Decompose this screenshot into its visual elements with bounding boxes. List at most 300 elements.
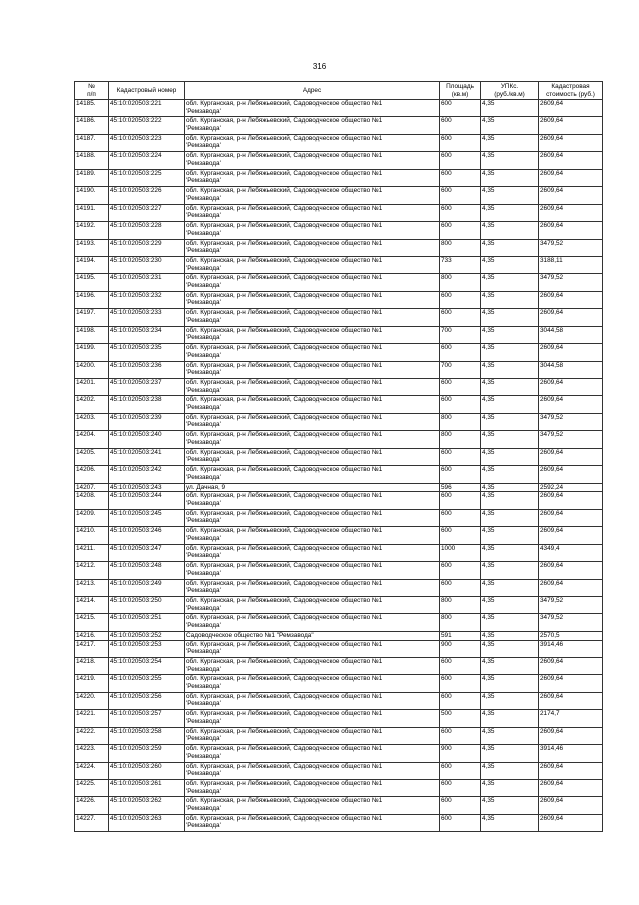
cell-area: 500: [440, 710, 481, 727]
cell-area: 600: [440, 692, 481, 709]
cell-cost: 2609,64: [539, 797, 603, 814]
cell-cost: 2609,64: [539, 379, 603, 396]
cell-area: 900: [440, 640, 481, 657]
cell-cost: 2609,64: [539, 152, 603, 169]
cell-cost: 2609,64: [539, 527, 603, 544]
cell-number: 14194.: [75, 256, 109, 273]
cell-address: [185, 187, 440, 204]
address-line-1: обл. Курганская, р-н Лебяжьевский, Садоводческое общество №1: [186, 169, 383, 177]
cell-cost: 2609,64: [539, 396, 603, 413]
table-header-row: [75, 82, 603, 100]
cell-address: [185, 562, 440, 579]
cell-cadastral: 45:10:020503:253: [109, 640, 185, 657]
cell-upks: 4,35: [481, 579, 539, 596]
table-row: [75, 187, 603, 204]
cell-number: 14213.: [75, 579, 109, 596]
cell-address: [185, 448, 440, 465]
cell-cadastral: 45:10:020503:241: [109, 448, 185, 465]
cell-upks: 4,35: [481, 326, 539, 343]
cell-cadastral: 45:10:020503:232: [109, 291, 185, 308]
cell-area: 591: [440, 631, 481, 640]
table-row: [75, 239, 603, 256]
cell-number: 14201.: [75, 379, 109, 396]
address-line-2: 'Ремзавода': [186, 125, 221, 133]
cell-area: 600: [440, 579, 481, 596]
cell-number: 14196.: [75, 291, 109, 308]
cell-cost: 2174,7: [539, 710, 603, 727]
cell-cost: 3479,52: [539, 596, 603, 613]
cell-upks: 4,35: [481, 614, 539, 631]
address-line-2: 'Ремзавода': [186, 299, 221, 307]
cell-area: 600: [440, 780, 481, 797]
table-body: [75, 100, 603, 832]
address-line-2: 'Ремзавода': [186, 587, 221, 595]
table-row: [75, 152, 603, 169]
table-row: [75, 745, 603, 762]
header-cadastral-label: Кадастровый номер: [116, 86, 177, 94]
header-number: [75, 82, 109, 100]
cell-upks: 4,35: [481, 431, 539, 448]
cell-upks: 4,35: [481, 379, 539, 396]
cell-cadastral: 45:10:020503:222: [109, 117, 185, 134]
header-area-line2: (кв.м): [451, 90, 469, 98]
header-area: [440, 82, 481, 100]
cell-number: 14207.: [75, 483, 109, 492]
address-line-2: 'Ремзавода': [186, 404, 221, 412]
cell-address: [185, 204, 440, 221]
address-line-1: обл. Курганская, р-н Лебяжьевский, Садоводческое общество №1: [186, 239, 383, 247]
table-row: [75, 413, 603, 430]
cell-number: 14187.: [75, 134, 109, 151]
cell-cadastral: 45:10:020503:250: [109, 596, 185, 613]
cell-address: [185, 239, 440, 256]
cell-upks: 4,35: [481, 631, 539, 640]
cell-cost: 2609,64: [539, 100, 603, 117]
cell-number: 14185.: [75, 100, 109, 117]
cell-address: [185, 413, 440, 430]
cell-address: [185, 527, 440, 544]
cell-number: 14188.: [75, 152, 109, 169]
cell-number: 14186.: [75, 117, 109, 134]
cell-area: 600: [440, 466, 481, 483]
cell-upks: 4,35: [481, 274, 539, 291]
table-row: [75, 692, 603, 709]
address-line-1: обл. Курганская, р-н Лебяжьевский, Садоводческое общество №1: [186, 797, 383, 805]
table-row: [75, 483, 603, 492]
address-line-1: обл. Курганская, р-н Лебяжьевский, Садоводческое общество №1: [186, 256, 383, 264]
cell-cost: 2609,64: [539, 727, 603, 744]
cell-upks: 4,35: [481, 222, 539, 239]
cell-upks: 4,35: [481, 413, 539, 430]
cell-upks: 4,35: [481, 152, 539, 169]
cell-upks: 4,35: [481, 466, 539, 483]
cell-upks: 4,35: [481, 309, 539, 326]
cell-cadastral: 45:10:020503:246: [109, 527, 185, 544]
cell-address: [185, 344, 440, 361]
cell-area: 600: [440, 187, 481, 204]
address-line-1: обл. Курганская, р-н Лебяжьевский, Садоводческое общество №1: [186, 614, 383, 622]
address-line-2: 'Ремзавода': [186, 682, 221, 690]
cell-area: 600: [440, 797, 481, 814]
cell-address: [185, 579, 440, 596]
header-number-line2: п/п: [87, 90, 96, 98]
address-line-1: обл. Курганская, р-н Лебяжьевский, Садоводческое общество №1: [186, 326, 383, 334]
table-row: [75, 379, 603, 396]
cell-address: [185, 483, 440, 492]
cell-upks: 4,35: [481, 780, 539, 797]
table-row: [75, 710, 603, 727]
cell-cadastral: 45:10:020503:243: [109, 483, 185, 492]
cell-area: 600: [440, 657, 481, 674]
cell-cadastral: 45:10:020503:263: [109, 814, 185, 831]
cell-cost: 3479,52: [539, 274, 603, 291]
cell-address: [185, 797, 440, 814]
address-line-1: обл. Курганская, р-н Лебяжьевский, Садоводческое общество №1: [186, 640, 383, 648]
address-line-2: 'Ремзавода': [186, 569, 221, 577]
cell-upks: 4,35: [481, 814, 539, 831]
cell-upks: 4,35: [481, 727, 539, 744]
cell-area: 600: [440, 309, 481, 326]
cell-cost: 3914,46: [539, 640, 603, 657]
cell-cadastral: 45:10:020503:252: [109, 631, 185, 640]
cell-address: [185, 710, 440, 727]
cell-area: 800: [440, 413, 481, 430]
cell-area: 600: [440, 100, 481, 117]
cell-number: 14202.: [75, 396, 109, 413]
cell-number: 14195.: [75, 274, 109, 291]
table-row: [75, 222, 603, 239]
cell-cadastral: 45:10:020503:234: [109, 326, 185, 343]
cell-number: 14208.: [75, 492, 109, 509]
header-address: [185, 82, 440, 100]
header-upks-line1: УПКс.: [500, 82, 519, 90]
cell-area: 600: [440, 562, 481, 579]
header-cost-line2: стоимость (руб.): [546, 90, 595, 98]
cell-number: 14192.: [75, 222, 109, 239]
cell-cadastral: 45:10:020503:226: [109, 187, 185, 204]
table-row: [75, 466, 603, 483]
cell-number: 14211.: [75, 544, 109, 561]
address-line-1: обл. Курганская, р-н Лебяжьевский, Садоводческое общество №1: [186, 692, 383, 700]
table-row: [75, 274, 603, 291]
cell-upks: 4,35: [481, 100, 539, 117]
header-upks: [481, 82, 539, 100]
address-line-2: 'Ремзавода': [186, 604, 221, 612]
cell-address: [185, 745, 440, 762]
cell-number: 14204.: [75, 431, 109, 448]
address-line-2: 'Ремзавода': [186, 351, 221, 359]
cell-cadastral: 45:10:020503:258: [109, 727, 185, 744]
address-line-2: 'Ремзавода': [186, 735, 221, 743]
table-row: [75, 657, 603, 674]
table-row: [75, 675, 603, 692]
header-number-line1: №: [88, 82, 95, 90]
address-line-1: обл. Курганская, р-н Лебяжьевский, Садоводческое общество №1: [186, 466, 383, 474]
cell-cost: 2592,24: [539, 483, 603, 492]
cell-number: 14190.: [75, 187, 109, 204]
address-line-2: 'Ремзавода': [186, 805, 221, 813]
cell-number: 14227.: [75, 814, 109, 831]
cell-cost: 2609,64: [539, 762, 603, 779]
cell-cadastral: 45:10:020503:233: [109, 309, 185, 326]
address-line-2: 'Ремзавода': [186, 438, 221, 446]
cell-address: [185, 692, 440, 709]
cell-upks: 4,35: [481, 448, 539, 465]
cell-address: [185, 466, 440, 483]
cell-address: [185, 631, 440, 640]
cell-number: 14226.: [75, 797, 109, 814]
table-row: [75, 204, 603, 221]
cell-upks: 4,35: [481, 396, 539, 413]
address-line-2: 'Ремзавода': [186, 473, 221, 481]
cell-number: 14223.: [75, 745, 109, 762]
address-line-1: обл. Курганская, р-н Лебяжьевский, Садоводческое общество №1: [186, 675, 383, 683]
cell-cost: 2609,64: [539, 780, 603, 797]
cell-cadastral: 45:10:020503:244: [109, 492, 185, 509]
cell-cost: 2609,64: [539, 204, 603, 221]
table-row: [75, 492, 603, 509]
address-line-1: обл. Курганская, р-н Лебяжьевский, Садоводческое общество №1: [186, 152, 383, 160]
cell-area: 900: [440, 745, 481, 762]
cell-cadastral: 45:10:020503:230: [109, 256, 185, 273]
table-row: [75, 727, 603, 744]
address-line-2: 'Ремзавода': [186, 499, 221, 507]
cell-upks: 4,35: [481, 187, 539, 204]
address-line-2: 'Ремзавода': [186, 665, 221, 673]
cell-upks: 4,35: [481, 562, 539, 579]
address-line-1: обл. Курганская, р-н Лебяжьевский, Садоводческое общество №1: [186, 579, 383, 587]
cell-area: 600: [440, 169, 481, 186]
table-row: [75, 396, 603, 413]
cell-number: 14189.: [75, 169, 109, 186]
header-cadastral: [109, 82, 185, 100]
cell-cost: 2609,64: [539, 692, 603, 709]
address-line-1: обл. Курганская, р-н Лебяжьевский, Садоводческое общество №1: [186, 134, 383, 142]
cell-upks: 4,35: [481, 509, 539, 526]
cell-area: 600: [440, 152, 481, 169]
cell-number: 14220.: [75, 692, 109, 709]
cell-cadastral: 45:10:020503:238: [109, 396, 185, 413]
cell-upks: 4,35: [481, 745, 539, 762]
cell-cadastral: 45:10:020503:225: [109, 169, 185, 186]
cell-cadastral: 45:10:020503:224: [109, 152, 185, 169]
address-line-1: обл. Курганская, р-н Лебяжьевский, Садоводческое общество №1: [186, 100, 383, 107]
cell-cadastral: 45:10:020503:261: [109, 780, 185, 797]
address-line-1: обл. Курганская, р-н Лебяжьевский, Садоводческое общество №1: [186, 527, 383, 535]
address-line-2: 'Ремзавода': [186, 229, 221, 237]
cell-upks: 4,35: [481, 675, 539, 692]
address-line-1: обл. Курганская, р-н Лебяжьевский, Садоводческое общество №1: [186, 727, 383, 735]
address-line-2: 'Ремзавода': [186, 770, 221, 778]
cell-address: [185, 274, 440, 291]
cell-number: 14205.: [75, 448, 109, 465]
address-line-1: обл. Курганская, р-н Лебяжьевский, Садоводческое общество №1: [186, 745, 383, 753]
cell-cadastral: 45:10:020503:247: [109, 544, 185, 561]
cell-upks: 4,35: [481, 692, 539, 709]
table-row: [75, 544, 603, 561]
address-line-2: 'Ремзавода': [186, 281, 221, 289]
cell-number: 14217.: [75, 640, 109, 657]
cell-area: 600: [440, 509, 481, 526]
address-line-2: 'Ремзавода': [186, 752, 221, 760]
address-line-2: 'Ремзавода': [186, 717, 221, 725]
cell-cadastral: 45:10:020503:237: [109, 379, 185, 396]
cell-cost: 2609,64: [539, 187, 603, 204]
table-row: [75, 762, 603, 779]
cell-cost: 2609,64: [539, 448, 603, 465]
cell-upks: 4,35: [481, 117, 539, 134]
address-line-1: обл. Курганская, р-н Лебяжьевский, Садоводческое общество №1: [186, 657, 383, 665]
table-row: [75, 169, 603, 186]
address-line-1: обл. Курганская, р-н Лебяжьевский, Садоводческое общество №1: [186, 291, 383, 299]
table-row: [75, 344, 603, 361]
cell-address: [185, 291, 440, 308]
cell-number: 14198.: [75, 326, 109, 343]
cell-cadastral: 45:10:020503:257: [109, 710, 185, 727]
cell-address: [185, 657, 440, 674]
cell-cost: 2609,64: [539, 291, 603, 308]
cell-area: 596: [440, 483, 481, 492]
cell-area: 1000: [440, 544, 481, 561]
cell-number: 14224.: [75, 762, 109, 779]
cell-number: 14221.: [75, 710, 109, 727]
cell-upks: 4,35: [481, 596, 539, 613]
cell-area: 600: [440, 675, 481, 692]
cadastral-table: [74, 81, 603, 832]
cell-address: [185, 309, 440, 326]
cell-address: [185, 152, 440, 169]
cell-area: 600: [440, 527, 481, 544]
cell-cost: 3479,52: [539, 413, 603, 430]
cell-area: 800: [440, 614, 481, 631]
table-row: [75, 100, 603, 117]
cell-cost: 2609,64: [539, 222, 603, 239]
cell-address: [185, 100, 440, 117]
address-line-1: обл. Курганская, р-н Лебяжьевский, Садоводческое общество №1: [186, 222, 383, 230]
cell-upks: 4,35: [481, 483, 539, 492]
address-line-2: 'Ремзавода': [186, 822, 221, 830]
table-row: [75, 326, 603, 343]
cell-cost: 2609,64: [539, 509, 603, 526]
address-line-1: обл. Курганская, р-н Лебяжьевский, Садоводческое общество №1: [186, 117, 383, 125]
cell-area: 700: [440, 326, 481, 343]
cell-cadastral: 45:10:020503:231: [109, 274, 185, 291]
address-line-1: обл. Курганская, р-н Лебяжьевский, Садоводческое общество №1: [186, 361, 383, 369]
address-line-1: обл. Курганская, р-н Лебяжьевский, Садоводческое общество №1: [186, 492, 383, 500]
cell-area: 600: [440, 814, 481, 831]
cell-address: [185, 222, 440, 239]
address-line-1: обл. Курганская, р-н Лебяжьевский, Садоводческое общество №1: [186, 344, 383, 352]
cell-upks: 4,35: [481, 640, 539, 657]
address-line-2: 'Ремзавода': [186, 421, 221, 429]
cell-address: [185, 134, 440, 151]
cell-address: [185, 509, 440, 526]
cell-address: [185, 169, 440, 186]
cell-upks: 4,35: [481, 657, 539, 674]
table-row: [75, 431, 603, 448]
cell-number: 14216.: [75, 631, 109, 640]
address-line-1: обл. Курганская, р-н Лебяжьевский, Садоводческое общество №1: [186, 544, 383, 552]
address-line-2: 'Ремзавода': [186, 177, 221, 185]
cell-number: 14225.: [75, 780, 109, 797]
cell-upks: 4,35: [481, 344, 539, 361]
address-line-2: 'Ремзавода': [186, 517, 221, 525]
cell-cost: 2609,64: [539, 579, 603, 596]
cell-number: 14206.: [75, 466, 109, 483]
cell-cadastral: 45:10:020503:259: [109, 745, 185, 762]
cell-cadastral: 45:10:020503:236: [109, 361, 185, 378]
cell-cadastral: 45:10:020503:221: [109, 100, 185, 117]
header-upks-line2: (руб./кв.м): [494, 90, 525, 98]
address-line-2: 'Ремзавода': [186, 456, 221, 464]
address-line-1: обл. Курганская, р-н Лебяжьевский, Садоводческое общество №1: [186, 509, 383, 517]
table-row: [75, 448, 603, 465]
cell-cost: 2609,64: [539, 492, 603, 509]
cell-cadastral: 45:10:020503:248: [109, 562, 185, 579]
cell-cadastral: 45:10:020503:251: [109, 614, 185, 631]
table-row: [75, 509, 603, 526]
cell-upks: 4,35: [481, 239, 539, 256]
address-line-1: обл. Курганская, р-н Лебяжьевский, Садоводческое общество №1: [186, 710, 383, 718]
table-row: [75, 309, 603, 326]
address-line-1: обл. Курганская, р-н Лебяжьевский, Садоводческое общество №1: [186, 596, 383, 604]
address-line-1: обл. Курганская, р-н Лебяжьевский, Садоводческое общество №1: [186, 187, 383, 195]
cell-upks: 4,35: [481, 204, 539, 221]
cell-cost: 2570,5: [539, 631, 603, 640]
cell-number: 14199.: [75, 344, 109, 361]
page-number: 316: [312, 62, 327, 71]
address-line-1: обл. Курганская, р-н Лебяжьевский, Садоводческое общество №1: [186, 814, 383, 822]
cell-cost: 2609,64: [539, 117, 603, 134]
cell-number: 14209.: [75, 509, 109, 526]
address-line-1: обл. Курганская, р-н Лебяжьевский, Садоводческое общество №1: [186, 448, 383, 456]
address-line-2: 'Ремзавода': [186, 247, 221, 255]
cell-area: 600: [440, 222, 481, 239]
cell-number: 14197.: [75, 309, 109, 326]
cell-number: 14203.: [75, 413, 109, 430]
address-line-1: обл. Курганская, р-н Лебяжьевский, Садоводческое общество №1: [186, 780, 383, 787]
cell-cost: 2609,64: [539, 466, 603, 483]
cell-address: [185, 780, 440, 797]
cell-number: 14214.: [75, 596, 109, 613]
cell-cadastral: 45:10:020503:245: [109, 509, 185, 526]
cell-area: 600: [440, 396, 481, 413]
cell-cost: 2609,64: [539, 309, 603, 326]
table-row: [75, 579, 603, 596]
cell-cadastral: 45:10:020503:223: [109, 134, 185, 151]
cell-cost: 3044,58: [539, 361, 603, 378]
cell-area: 800: [440, 596, 481, 613]
cell-upks: 4,35: [481, 492, 539, 509]
cell-cost: 2609,64: [539, 814, 603, 831]
cell-area: 800: [440, 239, 481, 256]
cell-cost: 3479,52: [539, 431, 603, 448]
cell-cost: 2609,64: [539, 562, 603, 579]
table-row: [75, 780, 603, 797]
cell-address: [185, 256, 440, 273]
cell-number: 14222.: [75, 727, 109, 744]
cell-cadastral: 45:10:020503:254: [109, 657, 185, 674]
cell-number: 14210.: [75, 527, 109, 544]
cell-cost: 2609,64: [539, 344, 603, 361]
cell-cost: 2609,64: [539, 134, 603, 151]
address-line-2: 'Ремзавода': [186, 264, 221, 272]
cell-address: [185, 326, 440, 343]
cell-upks: 4,35: [481, 710, 539, 727]
cell-cost: 2609,64: [539, 657, 603, 674]
address-line-1: обл. Курганская, р-н Лебяжьевский, Садоводческое общество №1: [186, 413, 383, 421]
table-row: [75, 291, 603, 308]
